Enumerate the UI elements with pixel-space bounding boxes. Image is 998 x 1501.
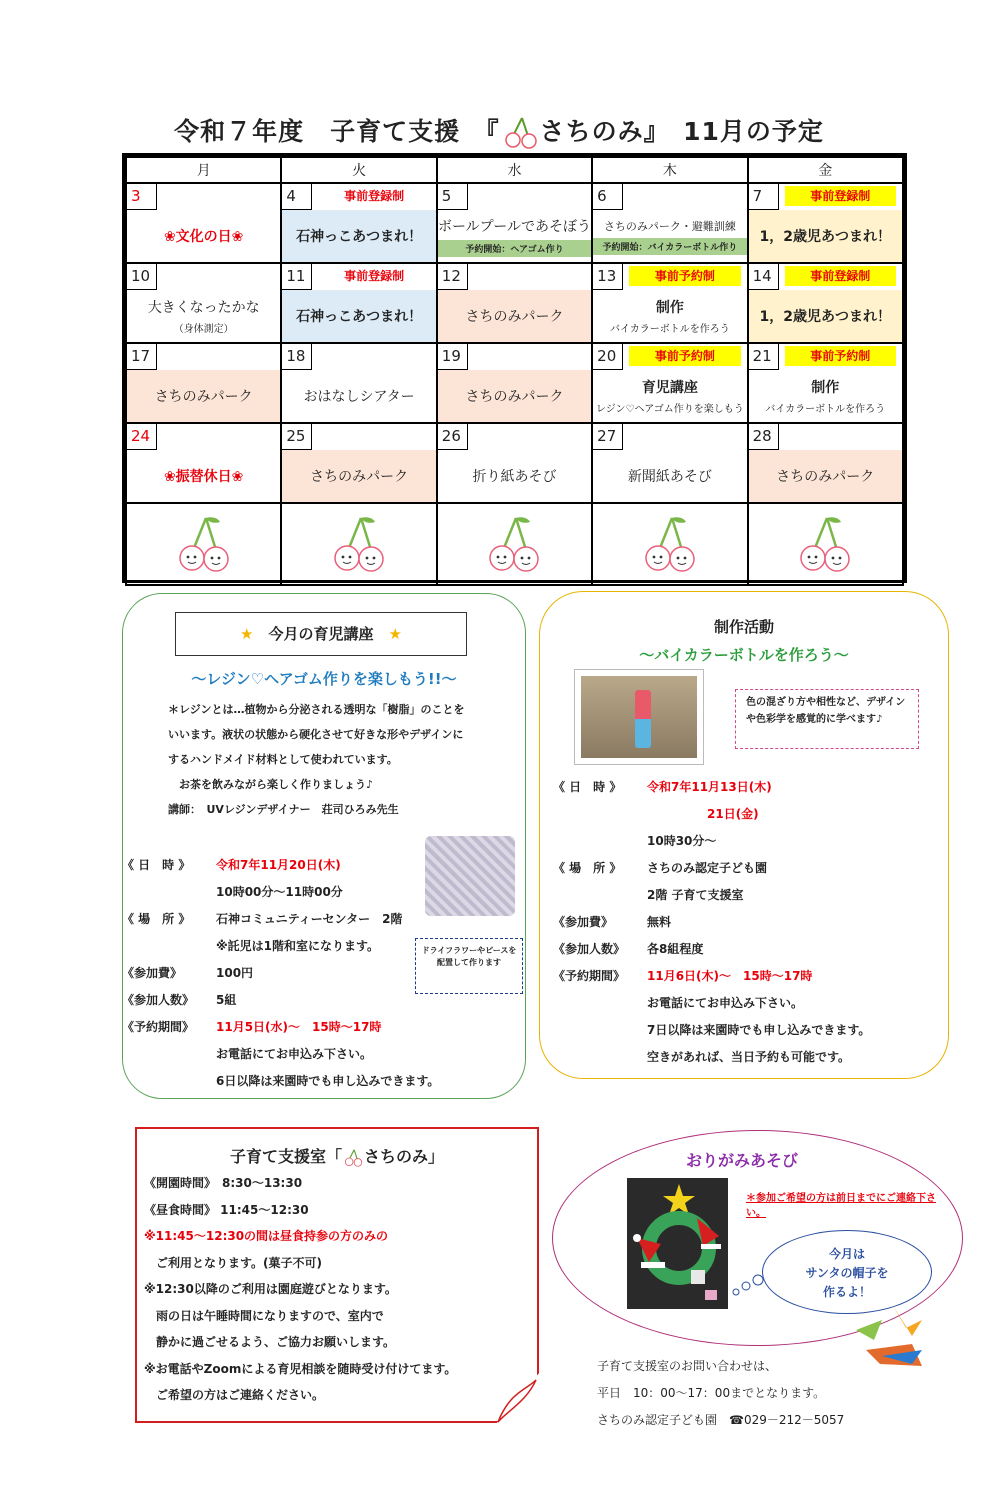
info-value: 11月5日(水)～ 15時～17時 [216, 1020, 382, 1034]
support-room-line: ご利用となります。(菓子不可) [144, 1255, 323, 1270]
lecture-description: いいます。液状の状態から硬化させて好きな形やデザインに [168, 728, 464, 741]
info-value: ※託児は1階和室になります。 [216, 939, 380, 953]
weekday-header: 火 [281, 157, 436, 183]
registration-badge: 事前登録制 [344, 189, 405, 203]
cherry-icon [172, 512, 236, 576]
info-row [553, 936, 703, 963]
info-row [553, 909, 671, 936]
calendar-day [592, 263, 747, 343]
craft-title: 制作活動 [713, 618, 774, 636]
calendar-day [748, 343, 903, 423]
event-title: 1，2歳児あつまれ！ [759, 229, 892, 245]
day-number: 24 [127, 424, 157, 450]
info-row [122, 1014, 381, 1041]
cherry-decoration-cell [592, 503, 747, 585]
booking-start-note: 予約開始：バイカラーボトル作り [593, 238, 746, 255]
info-row [122, 987, 236, 1014]
calendar-day [592, 343, 747, 423]
info-value: 無料 [647, 915, 672, 929]
calendar-day [126, 183, 281, 263]
day-number: 10 [127, 264, 157, 290]
support-room-line: 《開園時間》 8:30～13:30 [144, 1176, 303, 1190]
support-room-title: 子育て支援室「 さちのみ」 [229, 1147, 445, 1166]
lecture-description: お茶を飲みながら楽しく作りましょう♪ [168, 778, 374, 791]
page-curl [496, 1372, 540, 1424]
cherry-icon [482, 512, 546, 576]
day-number: 11 [282, 264, 312, 290]
info-row [553, 774, 772, 801]
info-label: 《 場 所 》 [122, 912, 191, 926]
day-number: 14 [749, 264, 779, 290]
info-value: 2階 子育て支援室 [647, 888, 744, 902]
info-row [553, 828, 716, 855]
lecture-description: するハンドメイド材料として使われています。 [168, 753, 398, 766]
weekday-header: 木 [592, 157, 747, 183]
origami-note: ＊参加ご希望の方は前日までにご連絡下さい。 [746, 1193, 936, 1219]
day-number: 20 [593, 344, 623, 370]
event-title: 石神っこあつまれ！ [296, 229, 423, 245]
registration-badge: 事前登録制 [344, 269, 405, 283]
info-row [122, 960, 253, 987]
cherry-icon [342, 1148, 364, 1168]
calendar-day [592, 423, 747, 503]
info-label: 《参加人数》 [122, 993, 195, 1007]
craft-subtitle: ～バイカラーボトルを作ろう～ [639, 646, 849, 664]
event-title: 1，2歳児あつまれ！ [759, 309, 892, 325]
info-value: お電話にてお申込み下さい。 [216, 1047, 373, 1061]
info-value: 各8組程度 [647, 942, 704, 956]
lecture-subtitle: ～レジン♡ヘアゴム作りを楽しもう!!～ [191, 670, 457, 688]
info-value: 21日(金) [647, 807, 759, 821]
day-number: 6 [593, 184, 623, 210]
info-value: 10時00分～11時00分 [216, 885, 343, 899]
day-number: 18 [282, 344, 312, 370]
info-value: 5組 [216, 993, 237, 1007]
calendar-day [437, 423, 592, 503]
info-row [122, 933, 379, 960]
day-number: 21 [749, 344, 779, 370]
booking-start-note: 予約開始：ヘアゴム作り [438, 240, 591, 257]
event-title: さちのみパーク [465, 389, 564, 405]
day-number: 13 [593, 264, 623, 290]
support-room-line: ※11:45～12:30の間は昼食持参の方のみの [144, 1229, 389, 1243]
info-value: 令和7年11月13日(木) [647, 780, 772, 794]
info-value: お電話にてお申込み下さい。 [647, 996, 804, 1010]
calendar-day [748, 423, 903, 503]
calendar-day [281, 183, 436, 263]
info-label: 《 日 時 》 [122, 858, 191, 872]
calendar-day [748, 263, 903, 343]
event-subtitle: （身体測定） [173, 324, 234, 335]
event-title: さちのみパーク・避難訓練 [603, 219, 736, 233]
event-subtitle: レジン♡ヘアゴム作りを楽しもう [596, 404, 744, 415]
registration-badge: 事前予約制 [629, 346, 740, 366]
info-row [553, 1044, 850, 1071]
registration-badge: 事前登録制 [785, 266, 896, 286]
calendar-day [281, 263, 436, 343]
event-title: 制作 [811, 380, 840, 396]
resin-photo [425, 836, 515, 916]
event-subtitle: バイカラーボトルを作ろう [610, 324, 730, 335]
star-icon: ★ [240, 625, 254, 643]
contact-line: さちのみ認定子ども園 ☎029－212－5057 [597, 1413, 845, 1427]
event-title: 石神っこあつまれ！ [296, 309, 423, 325]
santa-wreath-photo [627, 1178, 728, 1309]
support-room-line: ※お電話やZoomによる育児相談を随時受け付けてます。 [144, 1361, 457, 1376]
lecture-banner: ★ 今月の育児講座 ★ [175, 612, 467, 656]
info-label: 《予約期間》 [122, 1020, 195, 1034]
event-title: 育児講座 [641, 380, 698, 396]
support-room-line: ご希望の方はご連絡ください。 [144, 1388, 325, 1402]
contact-line: 子育て支援室のお問い合わせは、 [597, 1359, 778, 1373]
info-label: 《参加人数》 [553, 942, 626, 956]
event-title: おはなしシアター [303, 389, 415, 405]
lecture-description: 講師： UVレジンデザイナー 荘司ひろみ先生 [168, 803, 399, 816]
info-value: 令和7年11月20日(木) [216, 858, 341, 872]
registration-badge: 事前登録制 [785, 186, 896, 206]
thought-bubbles [730, 1270, 766, 1298]
event-title: 折り紙あそび [472, 469, 557, 485]
info-row [553, 990, 803, 1017]
calendar-day [281, 423, 436, 503]
calendar-day [437, 183, 592, 263]
info-value: 7日以降は来園時でも申し込みできます。 [647, 1023, 871, 1037]
info-value: 100円 [216, 966, 254, 980]
info-row [122, 1041, 372, 1068]
calendar-day [592, 183, 747, 263]
day-number: 25 [282, 424, 312, 450]
bottle-photo [574, 669, 704, 765]
contact-line: 平日 10：00～17：00までとなります。 [597, 1386, 826, 1400]
info-label: 《予約期間》 [553, 969, 626, 983]
event-title: さちのみパーク [465, 309, 564, 325]
day-number: 27 [593, 424, 623, 450]
cherry-icon [793, 512, 857, 576]
event-title: 大きくなったかな [147, 300, 260, 316]
info-value: さちのみ認定子ども園 [647, 861, 768, 875]
calendar [122, 153, 907, 583]
calendar-day [437, 343, 592, 423]
calendar-day [748, 183, 903, 263]
info-row [122, 906, 402, 933]
paper-crane-icon [852, 1300, 932, 1370]
calendar-day [281, 343, 436, 423]
calendar-day [126, 423, 281, 503]
support-room-line: 《昼食時間》 11:45～12:30 [144, 1202, 309, 1217]
info-row [553, 882, 744, 909]
day-number: 3 [127, 184, 157, 210]
info-value: 空きがあれば、当日予約も可能です。 [647, 1050, 851, 1064]
info-label: 《参加費》 [553, 915, 614, 929]
day-number: 28 [749, 424, 779, 450]
day-number: 4 [282, 184, 312, 210]
event-title: ❀振替休日❀ [163, 469, 244, 485]
info-row [553, 1017, 870, 1044]
calendar-day [126, 263, 281, 343]
page-title: 令和７年度 子育て支援 『 さちのみ』 11月の予定 [0, 112, 998, 150]
support-room-line: 雨の日は午睡時間になりますので、室内で [144, 1308, 384, 1323]
cherry-decoration-cell [748, 503, 903, 585]
cherry-decoration-cell [281, 503, 436, 585]
weekday-header: 水 [437, 157, 592, 183]
cherry-decoration-cell [437, 503, 592, 585]
event-title: さちのみパーク [776, 469, 875, 485]
event-title: 制作 [655, 300, 684, 316]
info-row [122, 879, 343, 906]
event-title: ❀文化の日❀ [163, 229, 244, 245]
event-title: さちのみパーク [310, 469, 409, 485]
info-row [553, 801, 759, 828]
origami-title: おりがみあそび [686, 1151, 799, 1170]
photo-caption: ドライフラワーやピースを配置して作ります [415, 938, 523, 994]
weekday-header: 月 [126, 157, 281, 183]
cherry-icon [638, 512, 702, 576]
day-number: 12 [438, 264, 468, 290]
event-title: さちのみパーク [154, 389, 253, 405]
info-row [553, 855, 767, 882]
day-number: 7 [749, 184, 779, 210]
day-number: 26 [438, 424, 468, 450]
info-label: 《 場 所 》 [553, 861, 622, 875]
star-icon: ★ [388, 625, 402, 643]
day-number: 5 [438, 184, 468, 210]
info-value: 11月6日(木)～ 15時～17時 [647, 969, 813, 983]
info-label: 《 日 時 》 [553, 780, 622, 794]
craft-note: 色の混ざり方や相性など、デザインや色彩学を感覚的に学べます♪ [735, 689, 919, 749]
event-title: 新聞紙あそび [627, 469, 712, 485]
info-row [122, 852, 341, 879]
cherry-icon [500, 116, 540, 150]
info-row [122, 1068, 439, 1095]
event-title: ボールプールであそぼう [437, 218, 591, 235]
speech-cloud: 今月は サンタの帽子を 作るよ！ [762, 1230, 932, 1314]
calendar-day [437, 263, 592, 343]
cherry-decoration-cell [126, 503, 281, 585]
event-subtitle: バイカラーボトルを作ろう [765, 404, 886, 415]
info-value: 10時30分～ [647, 834, 717, 848]
info-value: 6日以降は来園時でも申し込みできます。 [216, 1074, 440, 1088]
info-label: 《参加費》 [122, 966, 183, 980]
day-number: 19 [438, 344, 468, 370]
registration-badge: 事前予約制 [629, 266, 740, 286]
support-room-line: 静かに過ごせるよう、ご協力お願いします。 [144, 1335, 396, 1349]
calendar-day [126, 343, 281, 423]
support-room-line: ※12:30以降のご利用は園庭遊びとなります。 [144, 1282, 397, 1296]
info-value: 石神コミュニティーセンター 2階 [216, 912, 403, 926]
cherry-icon [327, 512, 391, 576]
day-number: 17 [127, 344, 157, 370]
weekday-header: 金 [748, 157, 903, 183]
info-row [553, 963, 812, 990]
registration-badge: 事前予約制 [785, 346, 896, 366]
lecture-description: ＊レジンとは…植物から分泌される透明な「樹脂」のことを [168, 703, 465, 716]
